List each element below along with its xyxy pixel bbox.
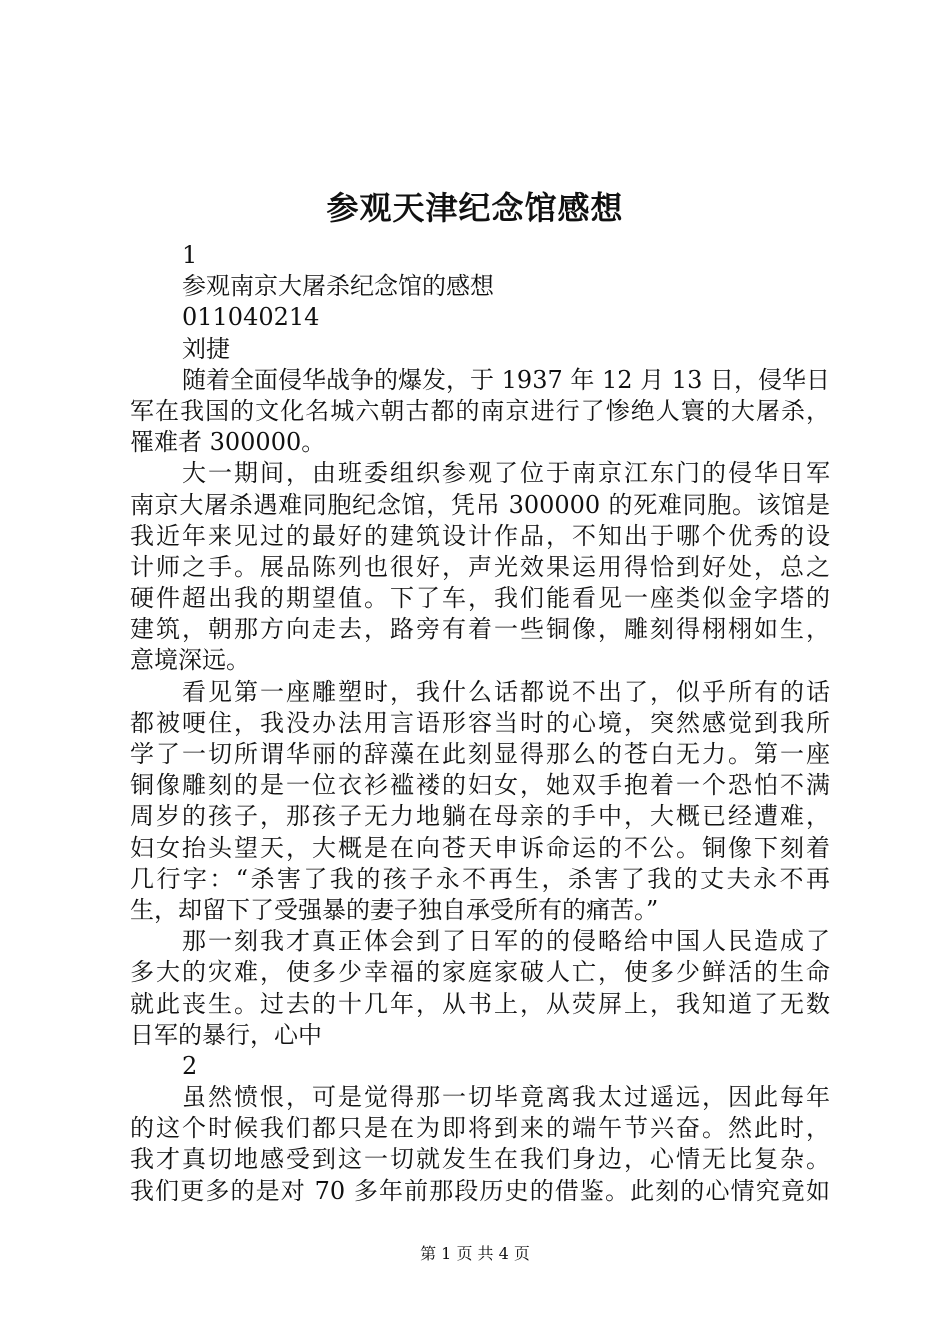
text-line: 生，却留下了受强暴的妻子独自承受所有的痛苦。” (130, 895, 659, 924)
text-line: 1 (182, 241, 198, 269)
text-line: 我近年来见过的最好的建筑设计作品，不知出于哪个优秀的设 (130, 521, 830, 550)
page-footer: 第 1 页 共 4 页 (420, 1244, 530, 1263)
text-line: 军在我国的文化名城六朝古都的南京进行了惨绝人寰的大屠杀， (130, 396, 830, 425)
document-body (130, 240, 830, 1207)
text-line: 周岁的孩子，那孩子无力地躺在母亲的手中，大概已经遭难， (130, 802, 830, 831)
text-line: 大一期间，由班委组织参观了位于南京江东门的侵华日军 (182, 459, 830, 488)
text-line: 多大的灾难，使多少幸福的家庭家破人亡，使多少鲜活的生命 (130, 958, 830, 987)
document-title: 参观天津纪念馆感想 (326, 189, 624, 227)
text-line: 的这个时候我们都只是在为即将到来的端午节兴奋。然此时， (130, 1114, 830, 1143)
text-line: 就此丧生。过去的十几年，从书上，从荧屏上，我知道了无数 (130, 989, 830, 1018)
text-line: 南京大屠杀遇难同胞纪念馆，凭吊 300000 的死难同胞。该馆是 (130, 490, 830, 519)
text-line: 参观南京大屠杀纪念馆的感想 (182, 272, 494, 301)
text-line: 几行字：“杀害了我的孩子永不再生，杀害了我的丈夫永不再 (130, 864, 830, 893)
text-line: 刘捷 (182, 334, 230, 363)
text-line: 罹难者 300000。 (130, 428, 326, 457)
text-line: 都被哽住，我没办法用言语形容当时的心境，突然感觉到我所 (130, 708, 830, 737)
text-line: 我才真切地感受到这一切就发生在我们身边，心情无比复杂。 (130, 1145, 830, 1174)
text-line: 意境深远。 (130, 646, 250, 675)
text-line: 铜像雕刻的是一位衣衫褴褛的妇女，她双手抱着一个恐怕不满 (130, 771, 830, 800)
text-line: 看见第一座雕塑时，我什么话都说不出了，似乎所有的话 (182, 677, 830, 706)
text-line: 妇女抬头望天，大概是在向苍天申诉命运的不公。铜像下刻着 (130, 833, 830, 862)
text-line: 日军的暴行，心中 (130, 1020, 322, 1049)
text-line: 2 (182, 1051, 198, 1080)
text-line: 硬件超出我的期望值。下了车，我们能看见一座类似金字塔的 (130, 584, 830, 613)
text-line: 建筑，朝那方向走去，路旁有着一些铜像，雕刻得栩栩如生， (130, 615, 830, 644)
text-line: 学了一切所谓华丽的辞藻在此刻显得那么的苍白无力。第一座 (130, 740, 830, 768)
text-line: 虽然愤恨，可是觉得那一切毕竟离我太过遥远，因此每年 (182, 1083, 830, 1112)
text-line: 那一刻我才真正体会到了日军的的侵略给中国人民造成了 (182, 927, 830, 956)
text-line: 计师之手。展品陈列也很好，声光效果运用得恰到好处，总之 (130, 552, 830, 581)
text-line: 我们更多的是对 70 多年前那段历史的借鉴。此刻的心情究竟如 (130, 1176, 830, 1205)
text-line: 随着全面侵华战争的爆发，于 1937 年 12 月 13 日，侵华日 (182, 365, 830, 394)
text-line: 011040214 (182, 303, 320, 332)
